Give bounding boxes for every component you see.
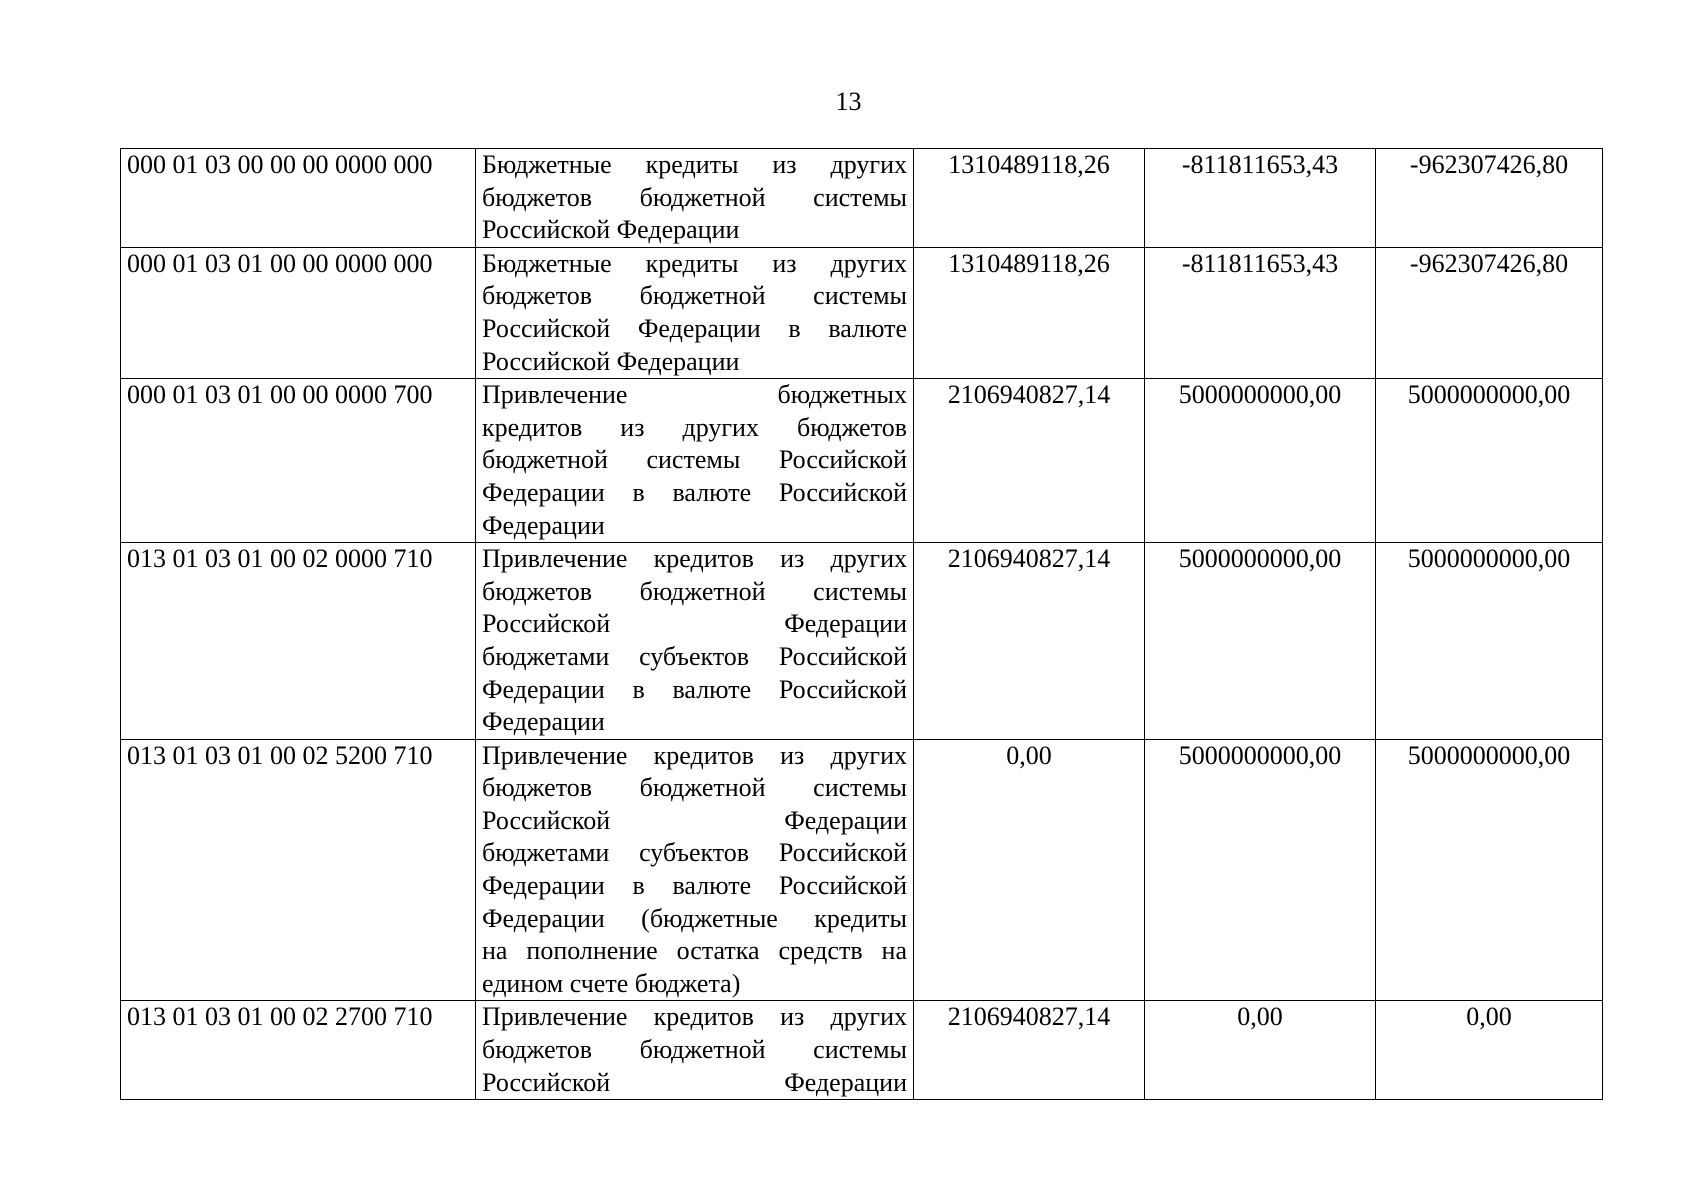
table-body [121,149,1603,1100]
source-name-line: Бюджетные кредиты из других [482,150,907,179]
source-name-cell [476,247,914,378]
source-name-line: Привлечение кредитов из других [482,740,907,770]
source-name-line: Привлечение бюджетных [482,380,907,410]
table-row [121,543,1603,740]
source-name-line-last: Федерации [482,707,605,737]
table-row [121,739,1603,1001]
source-name-line: Федерации в валюте Российской [482,871,907,901]
budget-code-cell: 013 01 03 01 00 02 0000 710 [121,543,476,740]
source-name-line-last: Федерации [482,510,605,540]
table-row [121,247,1603,378]
source-name-line: на пополнение остатка средств на [482,936,907,966]
amount-year-1-cell: 0,00 [914,739,1145,1001]
source-name-line: бюджетов бюджетной системы [482,182,907,212]
amount-year-1-cell: 2106940827,14 [914,379,1145,543]
amount-year-2-cell: 5000000000,00 [1145,739,1376,1001]
amount-year-2-cell: -811811653,43 [1145,149,1376,248]
amount-year-3-cell: 0,00 [1376,1001,1603,1100]
amount-year-3-cell: 5000000000,00 [1376,543,1603,740]
source-name-line: Привлечение кредитов из других [482,544,907,574]
amount-year-1-cell: 2106940827,14 [914,1001,1145,1100]
source-name-cell [476,739,914,1001]
source-name-line: Российской Федерации [482,805,907,835]
budget-code-cell: 013 01 03 01 00 02 5200 710 [121,739,476,1001]
budget-code-cell: 000 01 03 00 00 00 0000 000 [121,149,476,248]
source-name-line: бюджетов бюджетной системы [482,773,907,803]
amount-year-2-cell: 5000000000,00 [1145,379,1376,543]
source-name-line: Российской Федерации [482,1067,907,1097]
source-name-line-last: едином счете бюджета) [482,968,741,998]
amount-year-2-cell: 5000000000,00 [1145,543,1376,740]
source-name-line: Привлечение кредитов из других [482,1002,907,1032]
budget-code-cell: 000 01 03 01 00 00 0000 700 [121,379,476,543]
amount-year-2-cell: -811811653,43 [1145,247,1376,378]
amount-year-3-cell: 5000000000,00 [1376,379,1603,543]
source-name-line: бюджетной системы Российской [482,445,907,475]
amount-year-1-cell: 1310489118,26 [914,247,1145,378]
amount-year-3-cell: 5000000000,00 [1376,739,1603,1001]
source-name-line: бюджетов бюджетной системы [482,576,907,606]
source-name-line: бюджетов бюджетной системы [482,281,907,311]
source-name-cell [476,543,914,740]
source-name-line: бюджетами субъектов Российской [482,641,907,671]
budget-code-cell: 000 01 03 01 00 00 0000 000 [121,247,476,378]
amount-year-2-cell: 0,00 [1145,1001,1376,1100]
table-row [121,149,1603,248]
source-name-cell [476,149,914,248]
source-name-line: Российской Федерации [482,609,907,639]
amount-year-1-cell: 2106940827,14 [914,543,1145,740]
page-number: 13 [835,87,862,116]
budget-sources-table [120,148,1603,1100]
table-row [121,379,1603,543]
amount-year-3-cell: -962307426,80 [1376,149,1603,248]
table-row [121,1001,1603,1100]
source-name-line: Федерации в валюте Российской [482,674,907,704]
source-name-line: бюджетами субъектов Российской [482,838,907,868]
source-name-line-last: Российской Федерации [482,215,740,245]
source-name-line: бюджетов бюджетной системы [482,1035,907,1065]
amount-year-3-cell: -962307426,80 [1376,247,1603,378]
budget-code-cell: 013 01 03 01 00 02 2700 710 [121,1001,476,1100]
source-name-cell [476,379,914,543]
source-name-line: Российской Федерации в валюте [482,313,907,343]
source-name-line: кредитов из других бюджетов [482,412,907,442]
source-name-cell [476,1001,914,1100]
source-name-line: Федерации (бюджетные кредиты [482,903,907,933]
source-name-line: Федерации в валюте Российской [482,477,907,507]
source-name-line-last: Российской Федерации [482,346,740,376]
source-name-line: Бюджетные кредиты из других [482,248,907,278]
amount-year-1-cell: 1310489118,26 [914,149,1145,248]
